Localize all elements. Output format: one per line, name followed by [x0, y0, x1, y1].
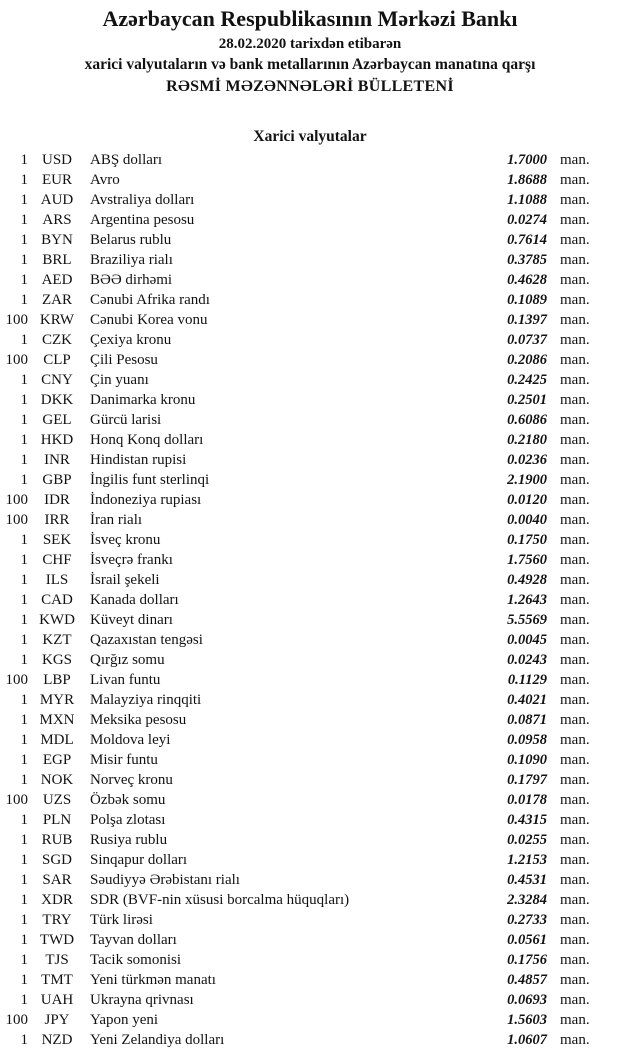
row-unit-label: man.: [560, 332, 590, 348]
row-currency-code: IDR: [44, 492, 70, 508]
row-quantity: 1: [20, 732, 28, 748]
row-currency-name: Çili Pesosu: [90, 352, 158, 368]
rate-row-IDR: [0, 490, 593, 510]
row-currency-name: Honq Konq dolları: [90, 432, 204, 448]
row-currency-name: Sinqapur dolları: [90, 852, 188, 868]
row-quantity: 1: [20, 212, 28, 228]
row-quantity: 1: [20, 712, 28, 728]
row-currency-code: EUR: [42, 172, 72, 188]
row-rate-value: 0.0255: [507, 832, 547, 848]
row-currency-name: Səudiyyə Ərəbistanı rialı: [90, 872, 240, 888]
row-rate-value: 0.6086: [507, 412, 547, 428]
rate-row-EGP: [0, 750, 593, 770]
row-rate-value: 0.2180: [507, 432, 547, 448]
row-quantity: 1: [20, 812, 28, 828]
row-unit-label: man.: [560, 892, 590, 908]
rate-row-SGD: [0, 850, 593, 870]
row-currency-code: ILS: [45, 572, 69, 588]
row-unit-label: man.: [560, 352, 590, 368]
row-currency-name: İsveçrə frankı: [90, 552, 173, 568]
row-rate-value: 0.1797: [507, 772, 547, 788]
row-quantity: 1: [20, 772, 28, 788]
row-rate-value: 0.1756: [507, 952, 547, 968]
row-rate-value: 1.8688: [507, 172, 547, 188]
row-rate-value: 0.2733: [507, 912, 547, 928]
rate-row-USD: [0, 150, 593, 170]
rate-row-INR: [0, 450, 593, 470]
row-rate-value: 0.1750: [507, 532, 547, 548]
row-unit-label: man.: [560, 912, 590, 928]
effective-date-line: 28.02.2020 tarixdən etibarən: [218, 36, 402, 52]
row-currency-code: KZT: [42, 632, 72, 648]
row-currency-name: Braziliya rialı: [90, 252, 173, 268]
rate-row-KGS: [0, 650, 593, 670]
row-unit-label: man.: [560, 312, 590, 328]
row-quantity: 1: [20, 892, 28, 908]
row-currency-code: HKD: [40, 432, 74, 448]
row-rate-value: 0.4857: [507, 972, 547, 988]
rate-row-XDR: [0, 890, 593, 910]
row-quantity: 1: [20, 332, 28, 348]
row-unit-label: man.: [560, 292, 590, 308]
row-currency-name: Misir funtu: [90, 752, 158, 768]
row-unit-label: man.: [560, 652, 590, 668]
row-quantity: 100: [5, 352, 28, 368]
row-quantity: 1: [20, 292, 28, 308]
row-quantity: 1: [20, 612, 28, 628]
row-unit-label: man.: [560, 812, 590, 828]
row-currency-name: İsrail şekeli: [90, 572, 160, 588]
row-currency-name: Cənubi Korea vonu: [90, 312, 208, 328]
row-quantity: 1: [20, 632, 28, 648]
rate-row-MXN: [0, 710, 593, 730]
rate-row-CLP: [0, 350, 593, 370]
row-currency-name: İndoneziya rupiası: [90, 492, 202, 508]
row-unit-label: man.: [560, 972, 590, 988]
row-unit-label: man.: [560, 832, 590, 848]
row-quantity: 1: [20, 572, 28, 588]
rate-row-MDL: [0, 730, 593, 750]
row-currency-name: BƏƏ dirhəmi: [90, 272, 173, 288]
row-currency-name: Argentina pesosu: [90, 212, 195, 228]
row-currency-code: KGS: [41, 652, 72, 668]
row-currency-code: NOK: [40, 772, 74, 788]
row-rate-value: 1.7560: [507, 552, 547, 568]
row-rate-value: 0.4315: [507, 812, 547, 828]
row-unit-label: man.: [560, 952, 590, 968]
rate-row-NOK: [0, 770, 593, 790]
row-rate-value: 0.4928: [507, 572, 547, 588]
row-quantity: 1: [20, 752, 28, 768]
row-quantity: 1: [20, 852, 28, 868]
row-unit-label: man.: [560, 412, 590, 428]
row-unit-label: man.: [560, 252, 590, 268]
row-unit-label: man.: [560, 172, 590, 188]
row-rate-value: 0.7614: [507, 232, 547, 248]
row-unit-label: man.: [560, 432, 590, 448]
row-currency-name: Norveç kronu: [90, 772, 173, 788]
row-rate-value: 0.0178: [507, 792, 547, 808]
rate-row-ARS: [0, 210, 593, 230]
row-quantity: 1: [20, 192, 28, 208]
row-rate-value: 1.1088: [507, 192, 547, 208]
row-quantity: 1: [20, 172, 28, 188]
row-currency-name: İran rialı: [90, 512, 143, 528]
row-currency-code: GBP: [42, 472, 72, 488]
row-currency-code: SEK: [42, 532, 72, 548]
row-currency-code: BYN: [41, 232, 73, 248]
row-currency-code: ZAR: [42, 292, 72, 308]
row-quantity: 1: [20, 272, 28, 288]
row-currency-name: Qırğız somu: [90, 652, 165, 668]
row-unit-label: man.: [560, 632, 590, 648]
row-unit-label: man.: [560, 452, 590, 468]
row-quantity: 100: [5, 672, 28, 688]
row-currency-code: GEL: [42, 412, 72, 428]
row-currency-code: TMT: [41, 972, 73, 988]
row-rate-value: 1.2643: [507, 592, 547, 608]
row-quantity: 1: [20, 552, 28, 568]
row-unit-label: man.: [560, 992, 590, 1008]
rate-row-GBP: [0, 470, 593, 490]
row-rate-value: 0.0274: [507, 212, 547, 228]
row-rate-value: 2.1900: [507, 472, 547, 488]
row-unit-label: man.: [560, 272, 590, 288]
row-currency-code: CZK: [42, 332, 72, 348]
row-currency-code: CHF: [42, 552, 72, 568]
row-currency-code: LBP: [43, 672, 71, 688]
row-currency-code: UAH: [40, 992, 74, 1008]
row-rate-value: 0.2425: [507, 372, 547, 388]
rate-row-MYR: [0, 690, 593, 710]
row-quantity: 100: [5, 792, 28, 808]
row-rate-value: 2.3284: [507, 892, 547, 908]
bulletin-title: RƏSMİ MƏZƏNNƏLƏRİ BÜLLETENİ: [166, 78, 454, 95]
row-currency-name: Polşa zlotası: [90, 812, 166, 828]
row-unit-label: man.: [560, 752, 590, 768]
row-unit-label: man.: [560, 1012, 590, 1028]
row-rate-value: 0.1089: [507, 292, 547, 308]
rate-row-IRR: [0, 510, 593, 530]
row-currency-code: MDL: [40, 732, 74, 748]
row-quantity: 1: [20, 652, 28, 668]
row-currency-code: KWD: [39, 612, 75, 628]
rate-row-HKD: [0, 430, 593, 450]
row-currency-code: AED: [41, 272, 73, 288]
row-unit-label: man.: [560, 1032, 590, 1048]
row-currency-name: ABŞ dolları: [90, 152, 163, 168]
row-currency-code: CNY: [41, 372, 73, 388]
exchange-rates-table: [0, 150, 593, 1050]
row-currency-name: Küveyt dinarı: [90, 612, 173, 628]
rate-row-CNY: [0, 370, 593, 390]
row-quantity: 1: [20, 432, 28, 448]
rate-row-DKK: [0, 390, 593, 410]
row-unit-label: man.: [560, 852, 590, 868]
rate-row-PLN: [0, 810, 593, 830]
row-currency-code: UZS: [42, 792, 72, 808]
row-quantity: 1: [20, 592, 28, 608]
row-quantity: 1: [20, 932, 28, 948]
rate-row-EUR: [0, 170, 593, 190]
rate-row-SEK: [0, 530, 593, 550]
row-currency-name: Avro: [90, 172, 120, 188]
row-rate-value: 0.2086: [507, 352, 547, 368]
rate-row-GEL: [0, 410, 593, 430]
row-currency-code: MYR: [39, 692, 75, 708]
row-currency-name: Özbək somu: [90, 792, 166, 808]
row-rate-value: 1.5603: [507, 1012, 547, 1028]
row-rate-value: 1.7000: [507, 152, 547, 168]
row-quantity: 1: [20, 412, 28, 428]
row-currency-code: DKK: [40, 392, 74, 408]
rate-row-KZT: [0, 630, 593, 650]
row-quantity: 1: [20, 372, 28, 388]
row-currency-name: Gürcü larisi: [90, 412, 162, 428]
row-unit-label: man.: [560, 732, 590, 748]
row-currency-code: INR: [44, 452, 70, 468]
bank-title: Azərbaycan Respublikasının Mərkəzi Bankı: [102, 6, 518, 31]
row-currency-name: Meksika pesosu: [90, 712, 187, 728]
row-rate-value: 0.0243: [507, 652, 547, 668]
row-rate-value: 0.0561: [507, 932, 547, 948]
rate-row-CZK: [0, 330, 593, 350]
rate-row-UZS: [0, 790, 593, 810]
row-quantity: 100: [5, 512, 28, 528]
row-unit-label: man.: [560, 472, 590, 488]
row-unit-label: man.: [560, 192, 590, 208]
row-unit-label: man.: [560, 512, 590, 528]
row-currency-code: SGD: [41, 852, 72, 868]
row-currency-code: SAR: [42, 872, 72, 888]
row-quantity: 1: [20, 232, 28, 248]
row-currency-code: USD: [41, 152, 72, 168]
rate-row-SAR: [0, 870, 593, 890]
row-unit-label: man.: [560, 612, 590, 628]
rate-row-ILS: [0, 570, 593, 590]
rate-row-KWD: [0, 610, 593, 630]
row-rate-value: 0.0871: [507, 712, 547, 728]
row-unit-label: man.: [560, 232, 590, 248]
row-rate-value: 0.0120: [507, 492, 547, 508]
row-unit-label: man.: [560, 212, 590, 228]
row-currency-name: Danimarka kronu: [90, 392, 196, 408]
rate-row-RUB: [0, 830, 593, 850]
rate-row-UAH: [0, 990, 593, 1010]
row-currency-name: Yeni türkmən manatı: [90, 972, 216, 988]
row-rate-value: 0.0045: [507, 632, 547, 648]
row-currency-code: ARS: [42, 212, 72, 228]
row-quantity: 1: [20, 872, 28, 888]
rate-row-CAD: [0, 590, 593, 610]
row-unit-label: man.: [560, 692, 590, 708]
row-quantity: 1: [20, 952, 28, 968]
rate-row-TRY: [0, 910, 593, 930]
row-currency-code: TRY: [42, 912, 72, 928]
row-currency-name: Hindistan rupisi: [90, 452, 187, 468]
row-currency-name: Moldova leyi: [90, 732, 171, 748]
row-rate-value: 0.1129: [507, 672, 547, 688]
row-rate-value: 0.1090: [507, 752, 547, 768]
rate-row-AUD: [0, 190, 593, 210]
row-rate-value: 1.0607: [507, 1032, 547, 1048]
row-currency-code: EGP: [42, 752, 72, 768]
row-unit-label: man.: [560, 552, 590, 568]
row-currency-code: KRW: [39, 312, 75, 328]
row-currency-code: XDR: [41, 892, 73, 908]
row-currency-name: Livan funtu: [90, 672, 161, 688]
rate-row-ZAR: [0, 290, 593, 310]
rate-row-TJS: [0, 950, 593, 970]
row-currency-code: BRL: [42, 252, 72, 268]
row-quantity: 100: [5, 492, 28, 508]
row-currency-name: Cənubi Afrika randı: [90, 292, 210, 308]
row-currency-name: Belarus rublu: [90, 232, 172, 248]
row-currency-name: Qazaxıstan tengəsi: [90, 632, 203, 648]
row-currency-name: Yapon yeni: [90, 1012, 159, 1028]
row-rate-value: 0.0693: [507, 992, 547, 1008]
rate-row-CHF: [0, 550, 593, 570]
rate-row-JPY: [0, 1010, 593, 1030]
row-unit-label: man.: [560, 712, 590, 728]
row-unit-label: man.: [560, 532, 590, 548]
rate-row-KRW: [0, 310, 593, 330]
row-currency-code: TWD: [39, 932, 75, 948]
row-unit-label: man.: [560, 772, 590, 788]
row-quantity: 1: [20, 972, 28, 988]
section-title-foreign-currencies: Xarici valyutalar: [253, 128, 367, 145]
row-currency-code: IRR: [44, 512, 70, 528]
row-currency-name: Tayvan dolları: [90, 932, 177, 948]
rate-row-NZD: [0, 1030, 593, 1050]
row-rate-value: 0.0040: [507, 512, 547, 528]
row-unit-label: man.: [560, 392, 590, 408]
row-quantity: 1: [20, 832, 28, 848]
row-unit-label: man.: [560, 872, 590, 888]
row-currency-code: TJS: [45, 952, 69, 968]
row-quantity: 1: [20, 452, 28, 468]
row-rate-value: 0.0737: [507, 332, 547, 348]
rate-row-AED: [0, 270, 593, 290]
row-unit-label: man.: [560, 492, 590, 508]
row-unit-label: man.: [560, 792, 590, 808]
row-quantity: 1: [20, 532, 28, 548]
row-quantity: 1: [20, 992, 28, 1008]
row-rate-value: 1.2153: [507, 852, 547, 868]
row-currency-name: Ukrayna qrivnası: [90, 992, 194, 1008]
row-currency-code: RUB: [41, 832, 73, 848]
row-rate-value: 0.0236: [507, 452, 547, 468]
row-unit-label: man.: [560, 932, 590, 948]
row-currency-code: CLP: [43, 352, 71, 368]
row-currency-name: Rusiya rublu: [90, 832, 168, 848]
row-rate-value: 0.4531: [507, 872, 547, 888]
row-currency-name: İsveç kronu: [90, 532, 161, 548]
row-currency-name: Tacik somonisi: [90, 952, 182, 968]
row-currency-code: MXN: [39, 712, 75, 728]
row-currency-code: AUD: [40, 192, 74, 208]
row-currency-name: Kanada dolları: [90, 592, 179, 608]
row-currency-code: PLN: [42, 812, 72, 828]
row-rate-value: 0.0958: [507, 732, 547, 748]
row-quantity: 1: [20, 1032, 28, 1048]
rate-row-TWD: [0, 930, 593, 950]
row-currency-code: JPY: [44, 1012, 70, 1028]
row-quantity: 1: [20, 472, 28, 488]
rate-row-LBP: [0, 670, 593, 690]
row-rate-value: 0.2501: [507, 392, 547, 408]
row-currency-name: Avstraliya dolları: [90, 192, 195, 208]
row-currency-name: SDR (BVF-nin xüsusi borcalma hüquqları): [90, 892, 350, 908]
row-currency-code: CAD: [41, 592, 73, 608]
subject-line: xarici valyutaların və bank metallarının Azərbaycan manatına qarşı: [84, 56, 536, 73]
row-currency-name: Yeni Zelandiya dolları: [90, 1032, 225, 1048]
rate-row-BRL: [0, 250, 593, 270]
row-quantity: 1: [20, 692, 28, 708]
row-currency-code: NZD: [41, 1032, 73, 1048]
row-quantity: 1: [20, 912, 28, 928]
row-rate-value: 0.4628: [507, 272, 547, 288]
row-currency-name: Türk lirəsi: [90, 912, 153, 928]
row-unit-label: man.: [560, 372, 590, 388]
row-quantity: 1: [20, 392, 28, 408]
rate-row-TMT: [0, 970, 593, 990]
row-quantity: 1: [20, 252, 28, 268]
row-rate-value: 0.3785: [507, 252, 547, 268]
row-unit-label: man.: [560, 572, 590, 588]
row-rate-value: 0.4021: [507, 692, 547, 708]
row-quantity: 100: [5, 1012, 28, 1028]
row-currency-name: Çexiya kronu: [90, 332, 172, 348]
rate-row-BYN: [0, 230, 593, 250]
row-currency-name: İngilis funt sterlinqi: [90, 472, 210, 488]
row-unit-label: man.: [560, 672, 590, 688]
row-currency-name: Malayziya rinqqiti: [90, 692, 202, 708]
row-unit-label: man.: [560, 152, 590, 168]
row-currency-name: Çin yuanı: [90, 372, 149, 388]
row-rate-value: 0.1397: [507, 312, 547, 328]
row-quantity: 1: [20, 152, 28, 168]
row-quantity: 100: [5, 312, 28, 328]
row-unit-label: man.: [560, 592, 590, 608]
row-rate-value: 5.5569: [507, 612, 547, 628]
